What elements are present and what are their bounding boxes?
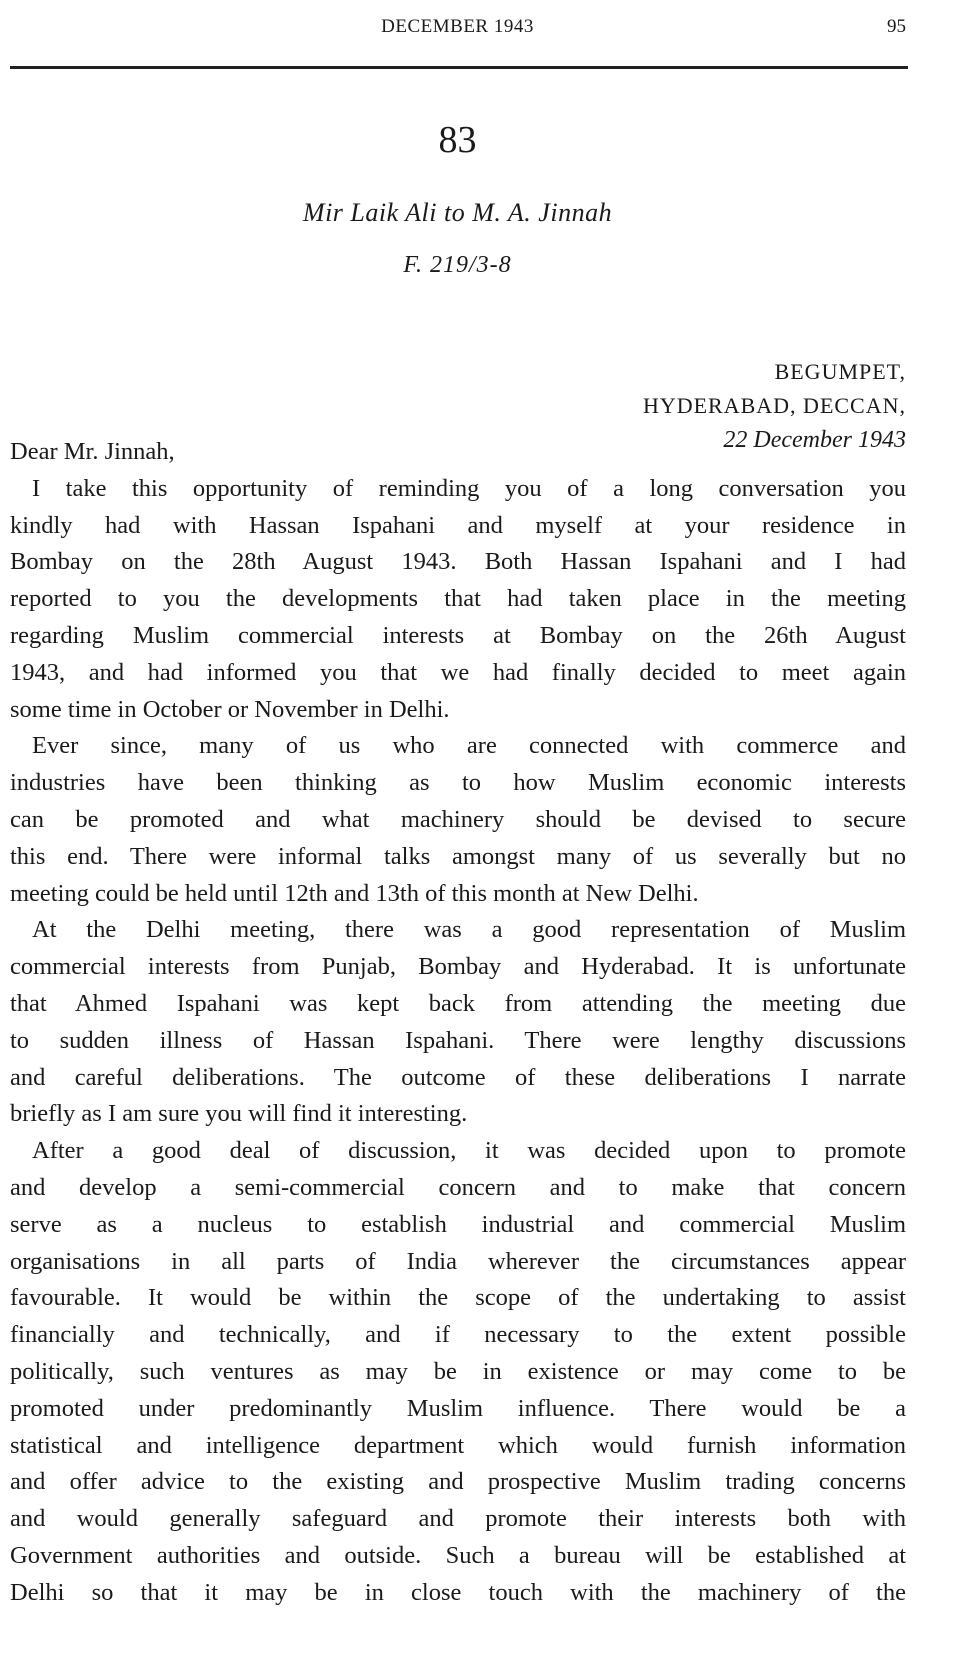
- paragraph-line: kindly had with Hassan Ispahani and myself at your residence in: [10, 511, 906, 539]
- paragraph-line: this end. There were informal talks amongst many of us severally but no: [10, 842, 906, 870]
- paragraph-line: that Ahmed Ispahani was kept back from attending the meeting due: [10, 989, 906, 1017]
- paragraph-line: favourable. It would be within the scope of the undertaking to assist: [10, 1284, 906, 1312]
- paragraph-line: At the Delhi meeting, there was a good representation of Muslim: [32, 916, 906, 944]
- paragraph-line: serve as a nucleus to establish industrial and commercial Muslim: [10, 1210, 906, 1238]
- paragraph-line: 1943, and had informed you that we had finally decided to meet again: [10, 658, 906, 686]
- document-title: Mir Laik Ali to M. A. Jinnah: [302, 198, 613, 227]
- paragraph-line: and careful deliberations. The outcome of these deliberations I narrate: [10, 1063, 906, 1091]
- paragraph-line: industries have been thinking as to how Muslim economic interests: [10, 769, 906, 797]
- paragraph-line: Government authorities and outside. Such a bureau will be established at: [10, 1541, 906, 1569]
- page-number: 95: [887, 16, 906, 37]
- running-head-title: DECEMBER 1943: [381, 16, 534, 37]
- paragraph-line: Bombay on the 28th August 1943. Both Hassan Ispahani and I had: [10, 548, 906, 576]
- document-number: 83: [438, 119, 477, 161]
- paragraph-line: meeting could be held until 12th and 13th of this month at New Delhi.: [10, 879, 699, 907]
- paragraph-line: Ever since, many of us who are connected with commerce and: [32, 732, 906, 760]
- paragraph-line: to sudden illness of Hassan Ispahani. There were lengthy discussions: [10, 1026, 906, 1054]
- paragraph-line: commercial interests from Punjab, Bombay and Hyderabad. It is unfortunate: [10, 953, 906, 981]
- paragraph-line: briefly as I am sure you will find it interesting.: [10, 1100, 468, 1128]
- paragraph-line: some time in October or November in Delhi.: [10, 695, 450, 723]
- paragraph-line: promoted under predominantly Muslim influence. There would be a: [10, 1394, 906, 1422]
- letter-date: 22 December 1943: [723, 427, 906, 453]
- paragraph-line: I take this opportunity of reminding you of a long conversation you: [32, 474, 906, 502]
- paragraph-line: statistical and intelligence department which would furnish information: [10, 1431, 906, 1459]
- address-line: HYDERABAD, DECCAN,: [642, 393, 906, 418]
- paragraph-line: and develop a semi-commercial concern and to make that concern: [10, 1173, 906, 1201]
- paragraph-line: organisations in all parts of India wherever the circumstances appear: [10, 1247, 906, 1275]
- paragraph-line: financially and technically, and if necessary to the extent possible: [10, 1321, 906, 1349]
- paragraph-line: politically, such ventures as may be in existence or may come to be: [10, 1357, 906, 1385]
- salutation: Dear Mr. Jinnah,: [10, 438, 175, 465]
- address-line: BEGUMPET,: [774, 359, 906, 384]
- paragraph-line: and would generally safeguard and promote their interests both with: [10, 1505, 906, 1533]
- header-rule: [10, 66, 908, 69]
- paragraph-line: reported to you the developments that had taken place in the meeting: [10, 585, 906, 613]
- paragraph-line: can be promoted and what machinery should be devised to secure: [10, 805, 906, 833]
- letter-body: [10, 434, 906, 1612]
- document-reference: F. 219/3-8: [403, 252, 512, 278]
- paragraph-line: and offer advice to the existing and prospective Muslim trading concerns: [10, 1468, 906, 1496]
- paragraph-line: regarding Muslim commercial interests at Bombay on the 26th August: [10, 621, 906, 649]
- paragraph-line: After a good deal of discussion, it was decided upon to promote: [32, 1137, 906, 1165]
- running-head: [0, 16, 968, 46]
- paragraph-line: Delhi so that it may be in close touch with the machinery of the: [10, 1578, 906, 1606]
